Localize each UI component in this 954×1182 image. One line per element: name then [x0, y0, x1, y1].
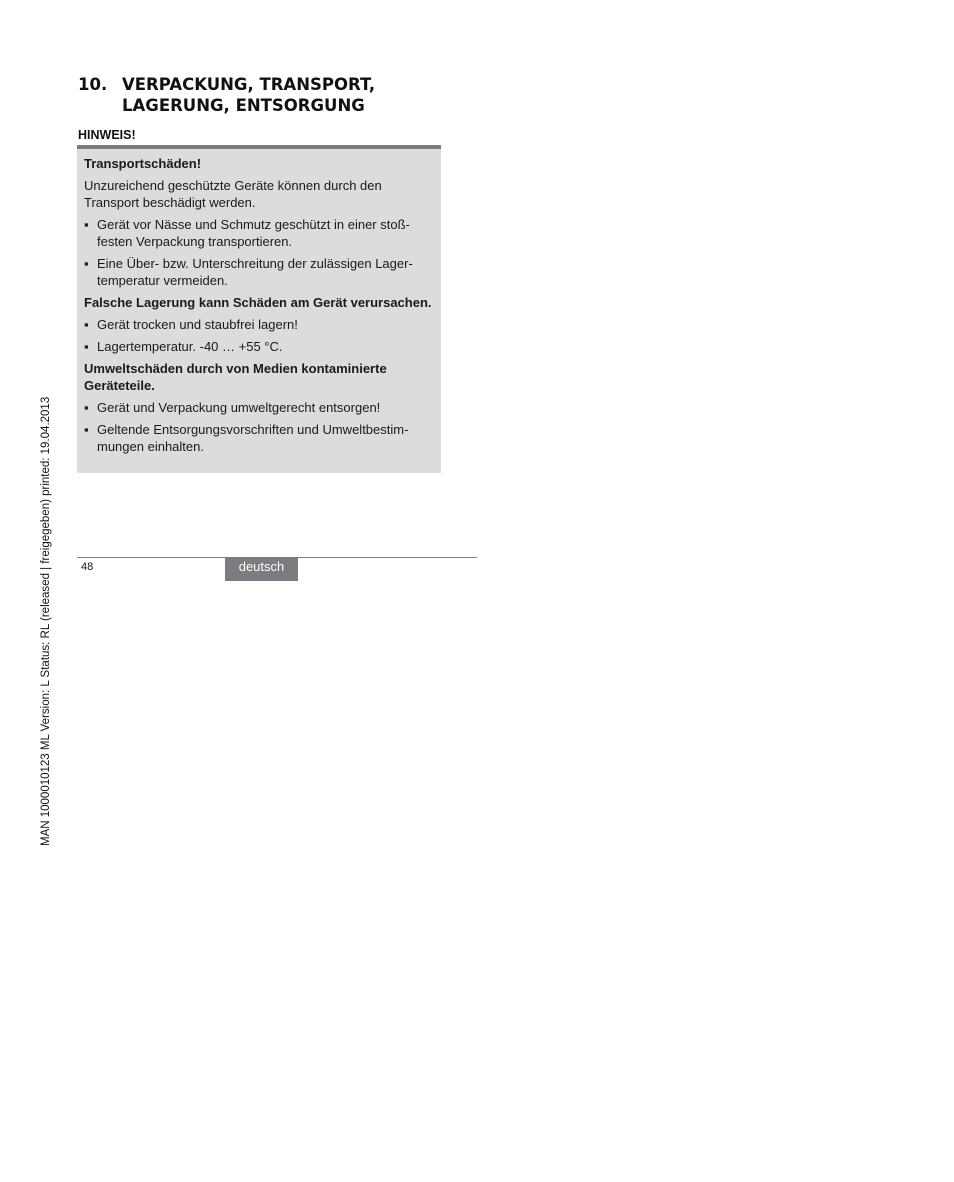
- bullet-icon: ▪: [84, 339, 89, 354]
- notice-list-storage: [84, 316, 433, 355]
- notice-label: HINWEIS!: [78, 128, 136, 142]
- notice-list-environment: [84, 399, 433, 455]
- list-item: ▪ Gerät trocken und staubfrei lagern!: [84, 317, 298, 332]
- section-title-line2: LAGERUNG, ENTSORGUNG: [122, 96, 365, 115]
- notice-title-transport: Transportschäden!: [84, 156, 202, 171]
- list-item: ▪ Geltende Entsorgungsvorschriften und Umweltbestim-mungen einhalten.: [84, 422, 409, 454]
- section-heading: [78, 74, 375, 116]
- bullet-icon: ▪: [84, 317, 89, 332]
- bullet-icon: ▪: [84, 400, 89, 415]
- section-title-line1: VERPACKUNG, TRANSPORT,: [122, 75, 376, 94]
- page-number: 48: [81, 561, 94, 573]
- language-tab: deutsch: [225, 558, 298, 581]
- notice-list-transport: [84, 216, 433, 289]
- bullet-icon: ▪: [84, 256, 89, 271]
- section-number: 10.: [78, 75, 108, 94]
- list-item: ▪ Gerät und Verpackung umweltgerecht entsorgen!: [84, 400, 381, 415]
- document-meta-vertical: MAN 1000010123 ML Version: L Status: RL (released | freigegeben) printed: 19.04.2013: [40, 396, 52, 846]
- notice-text-transport: Unzureichend geschützte Geräte können durch den Transport beschädigt werden.: [84, 178, 382, 210]
- list-item: ▪ Eine Über- bzw. Unterschreitung der zulässigen Lager-temperatur vermeiden.: [84, 256, 413, 288]
- notice-box: [77, 145, 441, 473]
- bullet-icon: ▪: [84, 217, 89, 232]
- notice-title-storage: Falsche Lagerung kann Schäden am Gerät verursachen.: [84, 295, 432, 310]
- bullet-icon: ▪: [84, 422, 89, 437]
- notice-title-environment: Umweltschäden durch von Medien kontaminierte Geräteteile.: [84, 361, 387, 393]
- list-item: ▪ Lagertemperatur. -40 … +55 °C.: [84, 339, 283, 354]
- list-item: ▪ Gerät vor Nässe und Schmutz geschützt in einer stoß-festen Verpackung transportieren.: [84, 217, 410, 249]
